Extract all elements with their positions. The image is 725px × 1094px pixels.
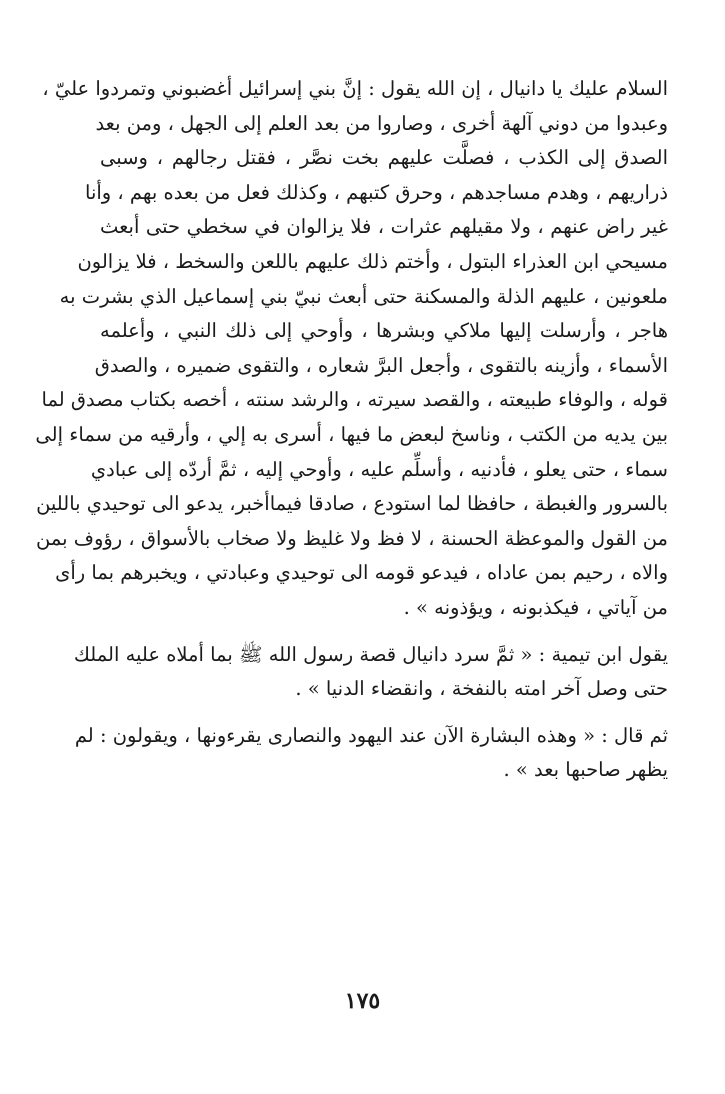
paragraph-ibn-taymiyya <box>73 638 668 707</box>
text-line: بين يديه من الكتب ، وناسخ لبعض ما فيها ، أسرى به إلي ، وأرقيه من سماء إلى <box>35 422 668 446</box>
text-line: سماء ، حتى يعلو ، فأدنيه ، وأسلِّم عليه ، وأوحي إليه ، ثمَّ أردّه إلى عبادي <box>90 457 668 481</box>
paragraph-spacer <box>100 626 668 638</box>
text-line: يقول ابن تيمية : « ثمَّ سرد دانيال قصة رسول الله ﷺ بما أملاه عليه الملك <box>73 642 668 666</box>
text-line: من القول والموعظة الحسنة ، لا فظ ولا غليظ ولا صخاب بالأسواق ، رؤوف بمن <box>36 526 668 550</box>
text-line: هاجر ، وأرسلت إليها ملاكي وبشرها ، وأوحي إلى ذلك النبي ، وأعلمه <box>100 319 668 343</box>
text-line: الصدق إلى الكذب ، فصلَّت عليهم بخت نصَّر ، فقتل رجالهم ، وسبى <box>100 146 668 170</box>
text-line: غير راض عنهم ، ولا مقيلهم عثرات ، فلا يزالوان في سخطي حتى أبعث <box>100 215 668 239</box>
text-line: يظهر صاحبها بعد » . <box>503 758 668 782</box>
text-line: الأسماء ، وأزينه بالتقوى ، وأجعل البرَّ شعاره ، والتقوى ضميره ، والصدق <box>94 353 668 377</box>
text-line: قوله ، والوفاء طبيعته ، والقصد سيرته ، والرشد سنته ، أخصه بكتاب مصدق لما <box>41 388 668 412</box>
text-line: ملعونين ، عليهم الذلة والمسكنة حتى أبعث نبيّ بني إسماعيل الذي بشرت به <box>59 284 668 308</box>
text-line: ثم قال : « وهذه البشارة الآن عند اليهود والنصارى يقرءونها ، ويقولون : لم <box>74 723 668 747</box>
paragraph-daniel-prophecy <box>35 72 668 626</box>
text-line: بالسرور والغبطة ، حافظا لما استودع ، صادقا فيماأخبر، يدعو الى توحيدي باللين <box>36 492 668 516</box>
text-line: حتى وصل آخر امته بالنفخة ، وانقضاء الدنيا » . <box>295 677 668 701</box>
text-line: ذراريهم ، وهدم مساجدهم ، وحرق كتبهم ، وكذلك فعل من بعده بهم ، وأنا <box>85 180 668 204</box>
paragraph-glad-tidings <box>74 719 668 788</box>
text-line: وعبدوا من دوني آلهة أخرى ، وصاروا من بعد العلم إلى الجهل ، ومن بعد <box>95 111 668 135</box>
paragraph-spacer <box>100 707 668 719</box>
text-line: من آياتي ، فيكذبونه ، ويؤذونه » . <box>403 595 668 619</box>
page-number: ١٧٥ <box>344 988 381 1014</box>
text-line: والاه ، رحيم بمن عاداه ، فيدعو قومه الى توحيدي وعبادتي ، ويخبرهم بما رأى <box>55 561 668 585</box>
text-line: السلام عليك يا دانيال ، إن الله يقول : إنَّ بني إسرائيل أغضبوني وتمردوا عليّ ، <box>42 77 668 100</box>
text-line: مسيحي ابن العذراء البتول ، وأختم ذلك عليهم باللعن والسخط ، فلا يزالون <box>77 249 668 273</box>
body-text <box>35 72 668 788</box>
